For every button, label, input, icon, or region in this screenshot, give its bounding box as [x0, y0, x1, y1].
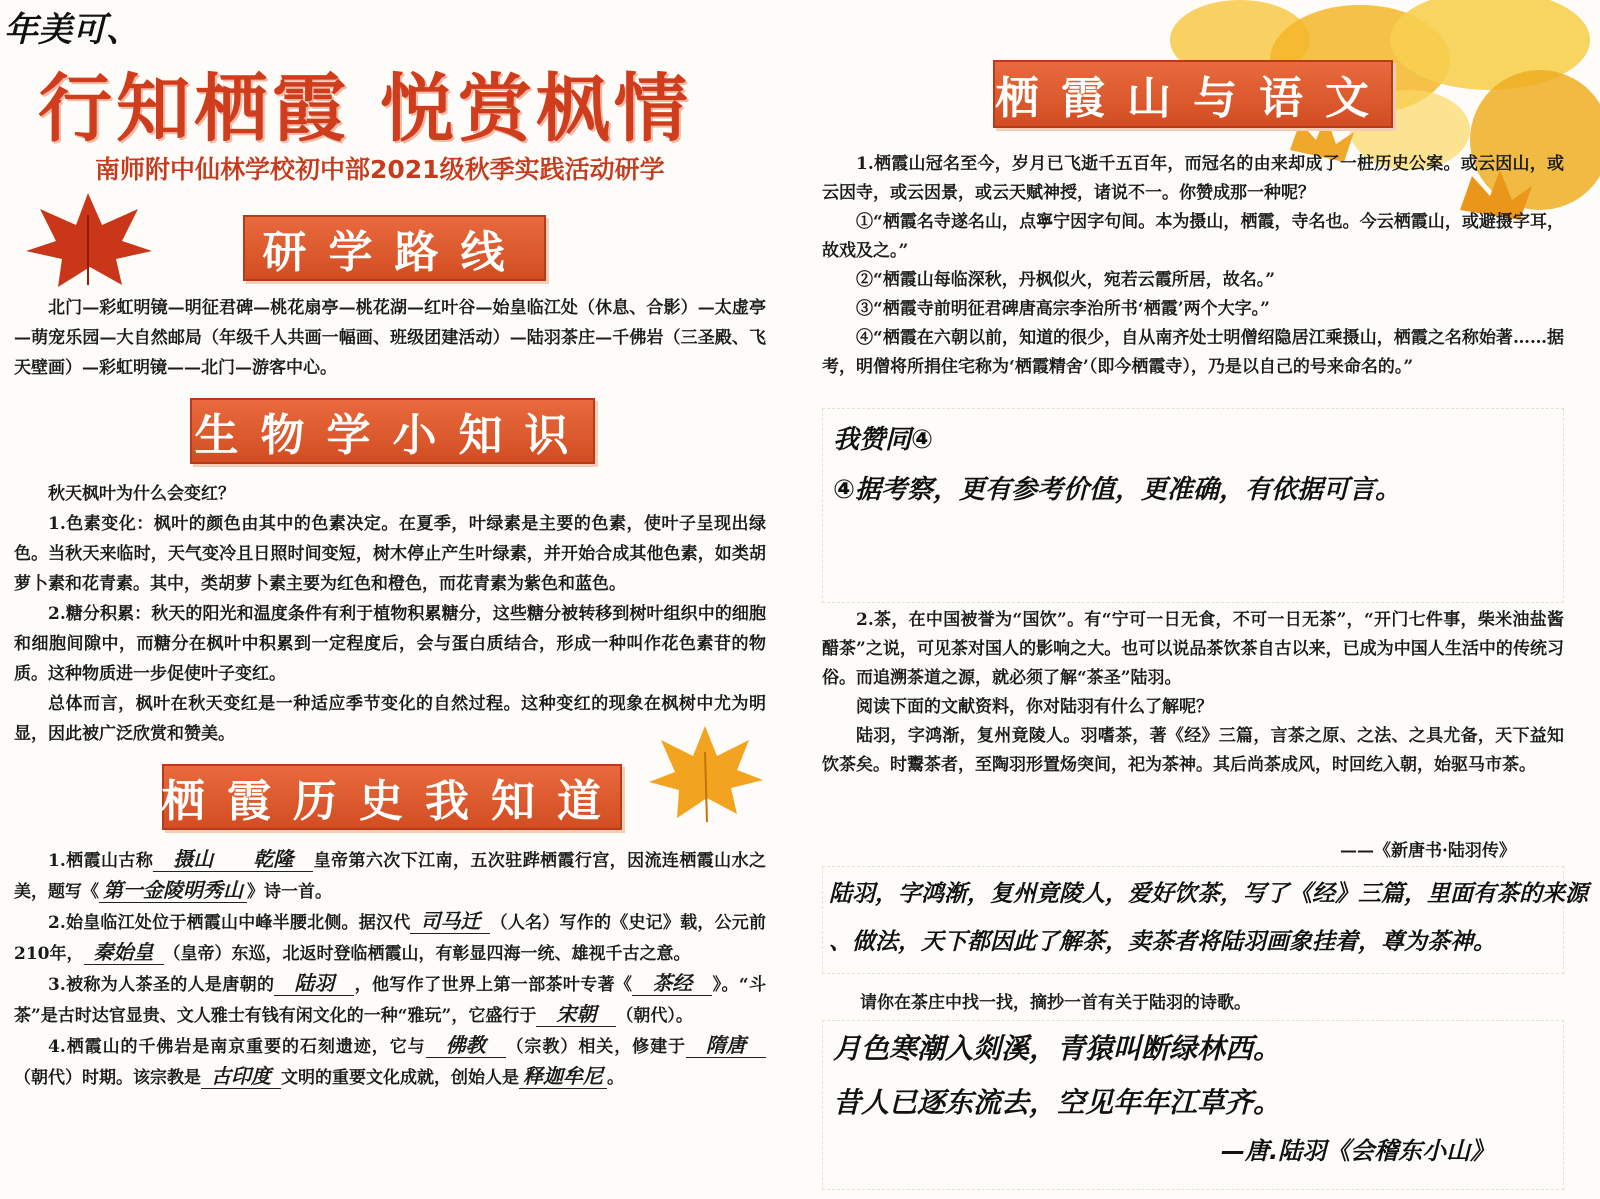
q4-answer-2[interactable]: 隋唐 [686, 1033, 766, 1058]
biology-point-2: 2.糖分积累：秋天的阳光和温度条件有利于植物积累糖分，这些糖分被转移到树叶组织中的细胞和细胞间隙中，而糖分在枫叶中积累到一定程度后，会与蛋白质结合，形成一种叫作花色素苷的物质。这种物质进一步促使叶子变红。 [14, 604, 766, 684]
q2-answer-2[interactable]: 秦始皇 [84, 940, 164, 965]
history-q1 [14, 846, 766, 908]
q3-answer-3[interactable]: 宋朝 [536, 1002, 616, 1027]
chinese-answer-line-2: ④据考察，更有参考价值，更准确，有依据可言。 [833, 475, 1402, 505]
tea-intro: 2.茶，在中国被誉为“国饮”。有“宁可一日无食，不可一日无茶”，“开门七件事，柴米油盐酱醋茶”之说，可见茶对国人的影响之大。也可以说品茶饮茶自古以来，已成为中国人生活中的传统习俗。而追溯茶道之源，就必须了解“茶圣”陆羽。 [822, 610, 1564, 688]
route-heading-text: 研学路线 [262, 227, 527, 278]
history-q3 [14, 970, 766, 1032]
poem-answer-box[interactable] [822, 1020, 1564, 1190]
page-title: 行知栖霞 悦赏枫情 [38, 66, 692, 152]
history-heading-text: 栖霞历史我知道 [161, 776, 623, 827]
tea-prompt: 阅读下面的文献资料，你对陆羽有什么了解呢？ [856, 697, 1213, 717]
chinese-intro: 1.栖霞山冠名至今，岁月已飞逝千五百年，而冠名的由来却成了一桩历史公案。或云因山，或云因寺，或云因景，或云天赋神授，诸说不一。你赞成那一种呢？ [822, 154, 1564, 203]
tea-answer-line-2: 、做法，天下都因此了解茶，卖茶者将陆羽画象挂着，尊为茶神。 [829, 929, 1496, 955]
poem-line-1: 月色寒潮入剡溪，青猿叫断绿林西。 [833, 1032, 1282, 1065]
corner-handwriting: 年美可、 [4, 10, 140, 50]
q4-text-4: 文明的重要文化成就，创始人是 [281, 1068, 519, 1088]
q4-text-5: 。 [607, 1068, 624, 1088]
chinese-heading-text: 栖霞山与语文 [995, 73, 1391, 124]
history-section [14, 846, 766, 1094]
page-subtitle: 南师附中仙林学校初中部2021级秋季实践活动研学 [95, 155, 665, 184]
q1-text-2: 皇帝第六次下江南，五次驻跸栖霞行宫，因流连栖霞山水之美，题写《 [14, 851, 766, 902]
history-heading [162, 764, 622, 830]
chinese-section-2 [822, 606, 1564, 780]
q1-answer-1[interactable]: 摄山 [153, 847, 233, 872]
q2-text-3: （皇帝）东巡，北返时登临栖霞山，有彰显四海一统、雄视千古之意。 [163, 944, 691, 964]
route-heading [243, 215, 546, 281]
biology-section [14, 479, 766, 749]
q3-answer-1[interactable]: 陆羽 [274, 971, 354, 996]
poem-author: —唐.陆羽《会稽东小山》 [1221, 1137, 1495, 1165]
q1-answer-2[interactable]: 乾隆 [233, 847, 313, 872]
q3-text-3: 》。“斗茶”是古时达官显贵、文人雅士有钱有闲文化的一种“雅玩”，它盛行于 [14, 975, 766, 1026]
q4-text-2: （宗教）相关，修建于 [505, 1037, 687, 1057]
red-maple-leaf-icon [18, 185, 158, 295]
chinese-option-3: ③“栖霞寺前明征君碑唐高宗李治所书‘栖霞’两个大字。” [856, 299, 1270, 319]
biology-heading-text: 生物学小知识 [194, 410, 591, 461]
chinese-option-2: ②“栖霞山每临深秋，丹枫似火，宛若云霞所居，故名。” [856, 270, 1276, 290]
history-q4 [14, 1032, 766, 1094]
poem-line-2: 昔人已逐东流去，空见年年江草齐。 [833, 1086, 1282, 1119]
q4-answer-3[interactable]: 古印度 [201, 1064, 281, 1089]
q2-answer-1[interactable]: 司马迁 [410, 909, 490, 934]
chinese-heading [993, 60, 1393, 128]
chinese-answer-line-1: 我赞同④ [833, 425, 934, 455]
q1-text-3: 》诗一首。 [247, 882, 332, 902]
biology-point-1: 1.色素变化：枫叶的颜色由其中的色素决定。在夏季，叶绿素是主要的色素，使叶子呈现出绿色。当秋天来临时，天气变冷且日照时间变短，树木停止产生叶绿素，并开始合成其他色素，如类胡萝卜素和花青素。其中，类胡萝卜素主要为红色和橙色，而花青素为紫色和蓝色。 [14, 514, 766, 594]
q4-answer-1[interactable]: 佛教 [426, 1033, 506, 1058]
q3-text: 3.被称为人茶圣的人是唐朝的 [48, 975, 275, 995]
q4-answer-4[interactable]: 释迦牟尼 [519, 1064, 607, 1089]
biology-heading [190, 398, 595, 464]
tea-answer-box[interactable] [822, 866, 1588, 974]
chinese-option-4: ④“栖霞在六朝以前，知道的很少，自从南齐处士明僧绍隐居江乘摄山，栖霞之名称始著……据考，明僧将所捐住宅称为‘栖霞精舍’（即今栖霞寺），乃是以自己的号来命名的。” [822, 328, 1564, 377]
q2-text-2: （人名）写作的《史记》载，公元前210年， [14, 913, 767, 964]
tea-answer-line-1: 陆羽，字鸿渐，复州竟陵人，爱好饮茶，写了《经》三篇，里面有茶的来源 [829, 881, 1588, 907]
q3-text-4: （朝代）。 [616, 1006, 693, 1026]
biology-summary: 总体而言，枫叶在秋天变红是一种适应季节变化的自然过程。这种变红的现象在枫树中尤为明显，因此被广泛欣赏和赞美。 [14, 694, 766, 744]
q2-text: 2.始皇临江处位于栖霞山中峰半腰北侧。据汉代 [48, 913, 411, 933]
q1-text: 1.栖霞山古称 [48, 851, 154, 871]
tea-source: ——《新唐书·陆羽传》 [1340, 841, 1516, 861]
poem-prompt: 请你在茶庄中找一找，摘抄一首有关于陆羽的诗歌。 [860, 993, 1251, 1013]
route-text: 北门—彩虹明镜—明征君碑—桃花扇亭—桃花湖—红叶谷—始皇临江处（休息、合影）—太虚亭—萌宠乐园—大自然邮局（年级千人共画一幅画、班级团建活动）—陆羽茶庄—千佛岩（三圣殿、飞天壁画）—彩虹明镜——北门—游客中心。 [14, 298, 766, 378]
q4-text-3: （朝代）时期。该宗教是 [14, 1068, 201, 1088]
chinese-section-1 [822, 150, 1564, 382]
chinese-answer-box-1[interactable] [822, 408, 1564, 603]
chinese-option-1: ①“栖霞名寺遂名山，点寧宁因字句间。本为摄山，栖霞，寺名也。今云栖霞山，或避摄字耳，故戏及之。” [822, 212, 1564, 261]
q3-answer-2[interactable]: 茶经 [632, 971, 712, 996]
q3-text-2: ，他写作了世界上第一部茶叶专著《 [354, 975, 633, 995]
q4-text: 4.栖霞山的千佛岩是南京重要的石刻遗迹，它与 [48, 1037, 426, 1057]
history-q2 [14, 908, 766, 970]
biology-question: 秋天枫叶为什么会变红？ [48, 484, 235, 504]
q1-answer-3[interactable]: 第一金陵明秀山 [99, 878, 247, 903]
tea-quote: 陆羽，字鸿渐，复州竟陵人。羽嗜茶，著《经》三篇，言茶之原、之法、之具尤备，天下益知饮茶矣。时鬻茶者，至陶羽形置炀突间，祀为茶神。其后尚茶成风，时回纥入朝，始驱马市茶。 [822, 726, 1564, 775]
